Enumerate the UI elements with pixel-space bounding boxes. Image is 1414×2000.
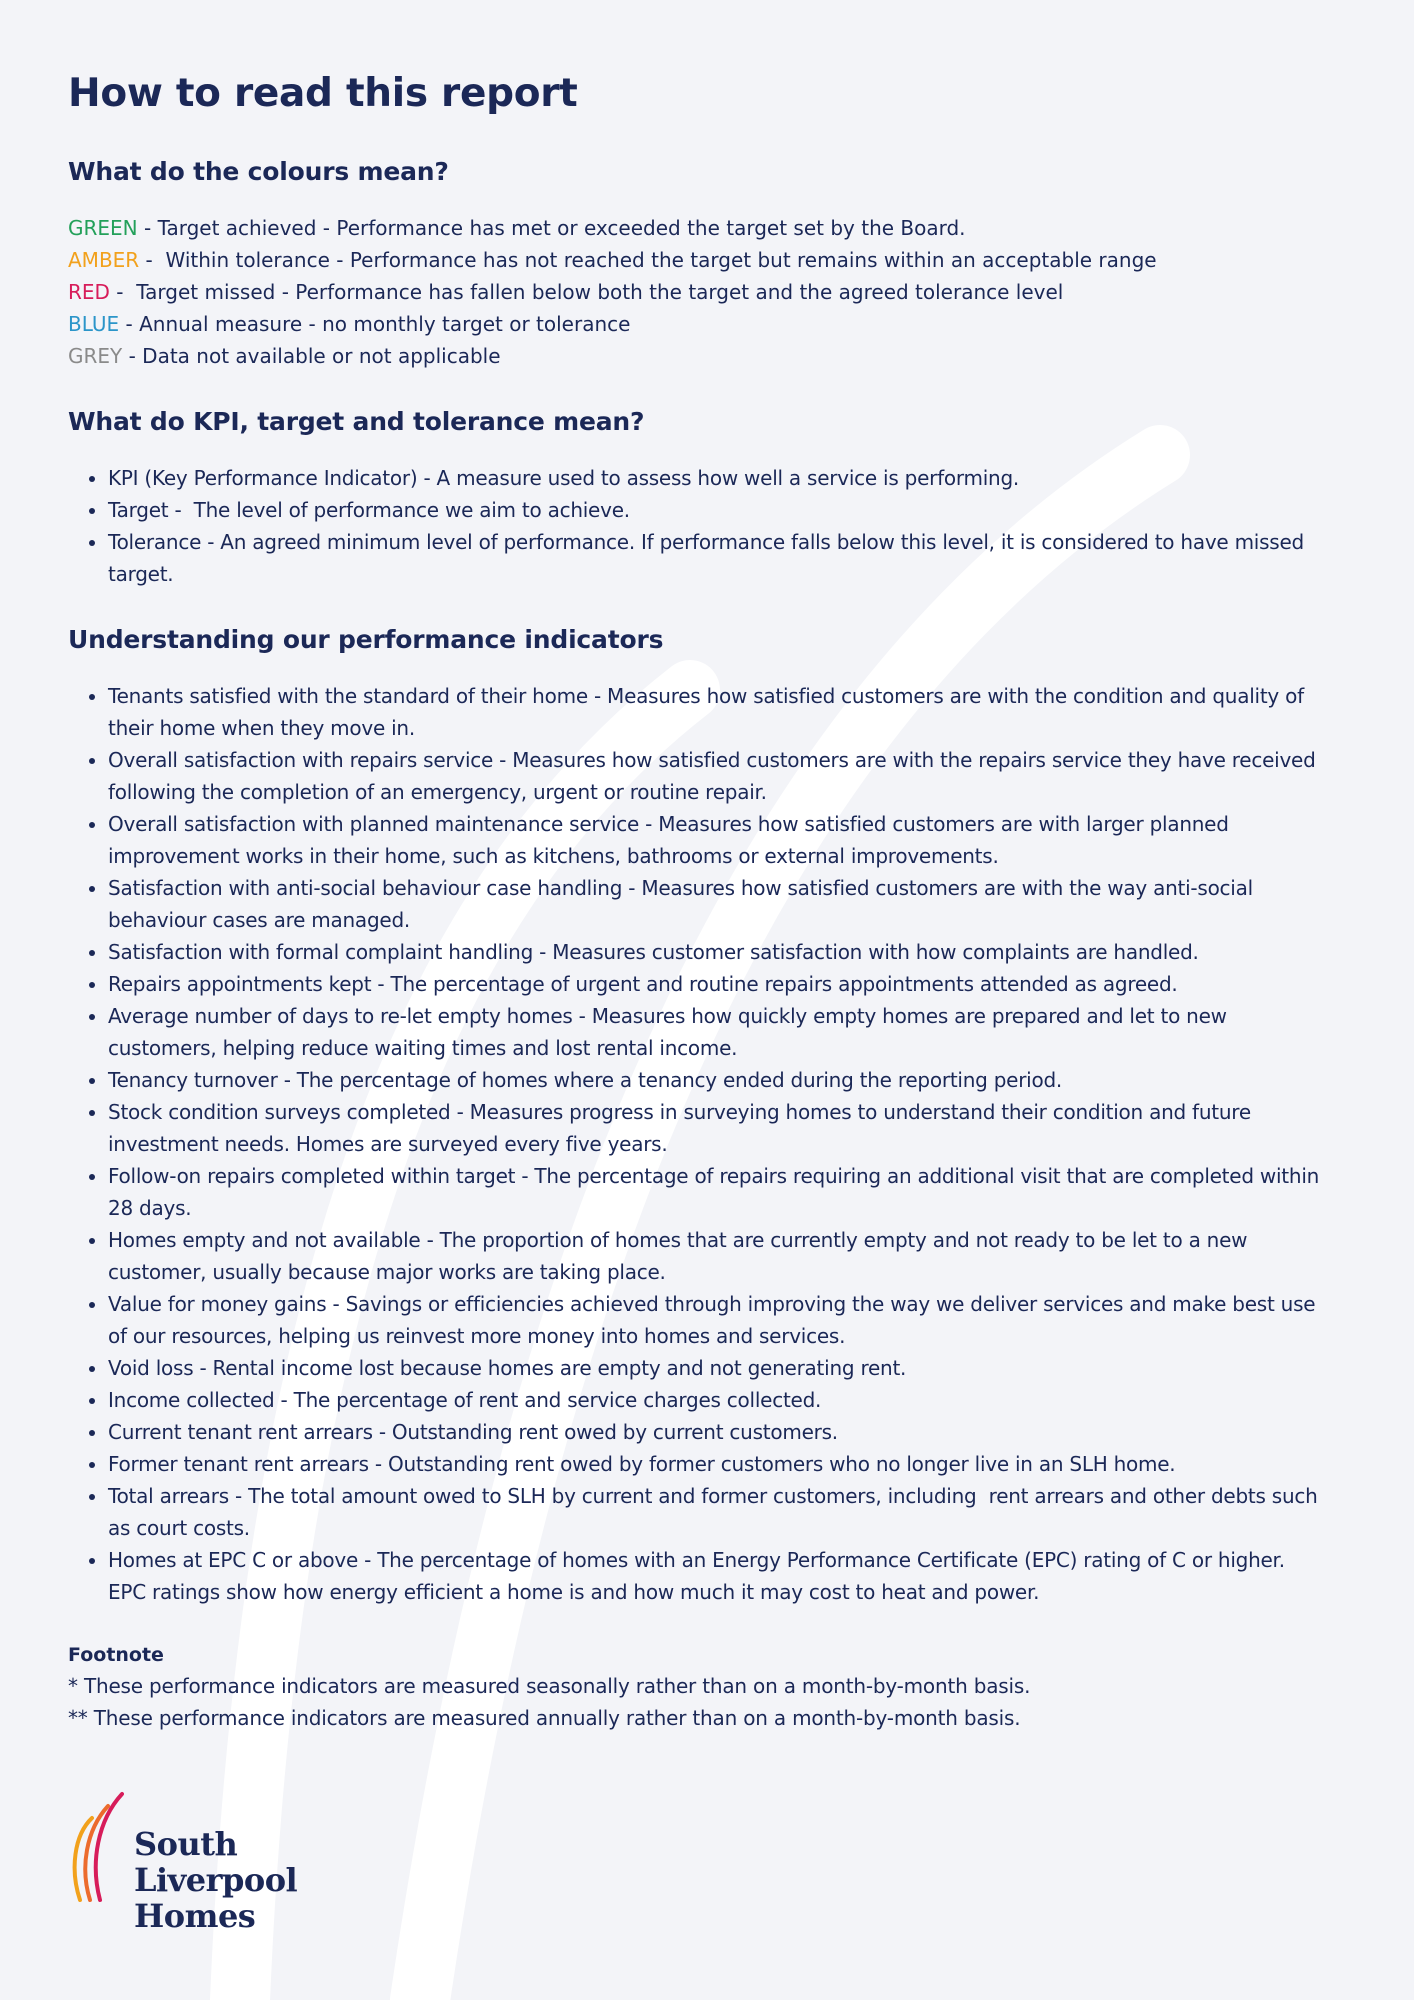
indicator-item: • Void loss - Rental income lost because homes are empty and not generating rent. — [108, 1352, 1328, 1384]
logo-wordmark — [134, 1826, 297, 1934]
colour-row — [68, 276, 1328, 308]
colour-description: - Within tolerance - Performance has not reached the target but remains within an acceptable range — [139, 248, 1157, 272]
logo-line-1: South — [134, 1825, 238, 1863]
indicator-item: • Stock condition surveys completed - Measures progress in surveying homes to understand their condition and future investment needs. Homes are surveyed every five years. — [108, 1096, 1328, 1160]
footnote-lines — [68, 1670, 1328, 1734]
indicator-item: • Current tenant rent arrears - Outstanding rent owed by current customers. — [108, 1416, 1328, 1448]
colour-row — [68, 212, 1328, 244]
colours-heading: What do the colours mean? — [68, 157, 449, 186]
indicator-item: • Total arrears - The total amount owed to SLH by current and former customers, including rent arrears and other debts such as court costs. — [108, 1480, 1328, 1544]
footnote-line: * These performance indicators are measured seasonally rather than on a month-by-month basis. — [68, 1674, 1031, 1698]
colour-label: BLUE — [68, 312, 120, 336]
indicator-item: • Overall satisfaction with planned maintenance service - Measures how satisfied customers are with larger planned improvement works in their home, such as kitchens, bathrooms or external improvements. — [108, 808, 1328, 872]
indicator-item: • Satisfaction with formal complaint handling - Measures customer satisfaction with how complaints are handled. — [108, 936, 1328, 968]
colour-description: - Target missed - Performance has fallen below both the target and the agreed tolerance level — [109, 280, 1064, 304]
logo-line-3: Homes — [134, 1897, 256, 1935]
colour-row — [68, 244, 1328, 276]
logo-arcs-icon — [66, 1790, 124, 1902]
kpi-definition-item: • Tolerance - An agreed minimum level of performance. If performance falls below this level, it is considered to have missed target. — [108, 526, 1328, 590]
footnote-line: ** These performance indicators are measured annually rather than on a month-by-month basis. — [68, 1706, 1021, 1730]
colour-label: GREEN — [68, 216, 138, 240]
indicator-item: • Former tenant rent arrears - Outstanding rent owed by former customers who no longer live in an SLH home. — [108, 1448, 1328, 1480]
colour-legend — [68, 212, 1328, 372]
kpi-definition-item: • KPI (Key Performance Indicator) - A measure used to assess how well a service is performing. — [108, 462, 1328, 494]
indicator-item: • Satisfaction with anti-social behaviour case handling - Measures how satisfied customers are with the way anti-social behaviour cases are managed. — [108, 872, 1328, 936]
indicator-item: • Homes empty and not available - The proportion of homes that are currently empty and not ready to be let to a new customer, usually because major works are taking place. — [108, 1224, 1328, 1288]
kpi-definitions-list — [68, 462, 1328, 590]
indicators-heading: Understanding our performance indicators — [68, 625, 664, 654]
indicator-item: • Value for money gains - Savings or efficiencies achieved through improving the way we deliver services and make best use of our resources, helping us reinvest more money into homes and services. — [108, 1288, 1328, 1352]
footnote-title: Footnote — [68, 1644, 164, 1666]
logo-arc — [75, 1818, 92, 1900]
kpi-heading: What do KPI, target and tolerance mean? — [68, 407, 645, 436]
indicator-item: • Overall satisfaction with repairs service - Measures how satisfied customers are with the repairs service they have received following the completion of an emergency, urgent or routine repair. — [108, 744, 1328, 808]
colour-label: RED — [68, 280, 110, 304]
colour-row — [68, 340, 1328, 372]
colour-label: AMBER — [68, 248, 140, 272]
indicator-item: • Tenants satisfied with the standard of their home - Measures how satisfied customers are with the condition and quality of their home when they move in. — [108, 680, 1328, 744]
colour-row — [68, 308, 1328, 340]
colour-description: - Annual measure - no monthly target or tolerance — [119, 312, 631, 336]
indicator-item: • Homes at EPC C or above - The percentage of homes with an Energy Performance Certificate (EPC) rating of C or higher. EPC ratings show how energy efficient a home is and how much it may cost to heat and power. — [108, 1544, 1328, 1608]
indicator-item: • Follow-on repairs completed within target - The percentage of repairs requiring an additional visit that are completed within 28 days. — [108, 1160, 1328, 1224]
colour-description: - Target achieved - Performance has met or exceeded the target set by the Board. — [137, 216, 966, 240]
indicator-item: • Average number of days to re-let empty homes - Measures how quickly empty homes are prepared and let to new customers, helping reduce waiting times and lost rental income. — [108, 1000, 1328, 1064]
kpi-definition-item: • Target - The level of performance we aim to achieve. — [108, 494, 1328, 526]
logo-arc — [96, 1794, 122, 1900]
colour-label: GREY — [68, 344, 123, 368]
south-liverpool-homes-logo — [66, 1790, 297, 1934]
logo-line-2: Liverpool — [134, 1861, 298, 1899]
indicator-item: • Tenancy turnover - The percentage of homes where a tenancy ended during the reporting period. — [108, 1064, 1328, 1096]
colour-description: - Data not available or not applicable — [122, 344, 501, 368]
indicator-item: • Repairs appointments kept - The percentage of urgent and routine repairs appointments attended as agreed. — [108, 968, 1328, 1000]
indicator-item: • Income collected - The percentage of rent and service charges collected. — [108, 1384, 1328, 1416]
indicators-list — [68, 680, 1328, 1608]
page-title: How to read this report — [68, 71, 578, 116]
